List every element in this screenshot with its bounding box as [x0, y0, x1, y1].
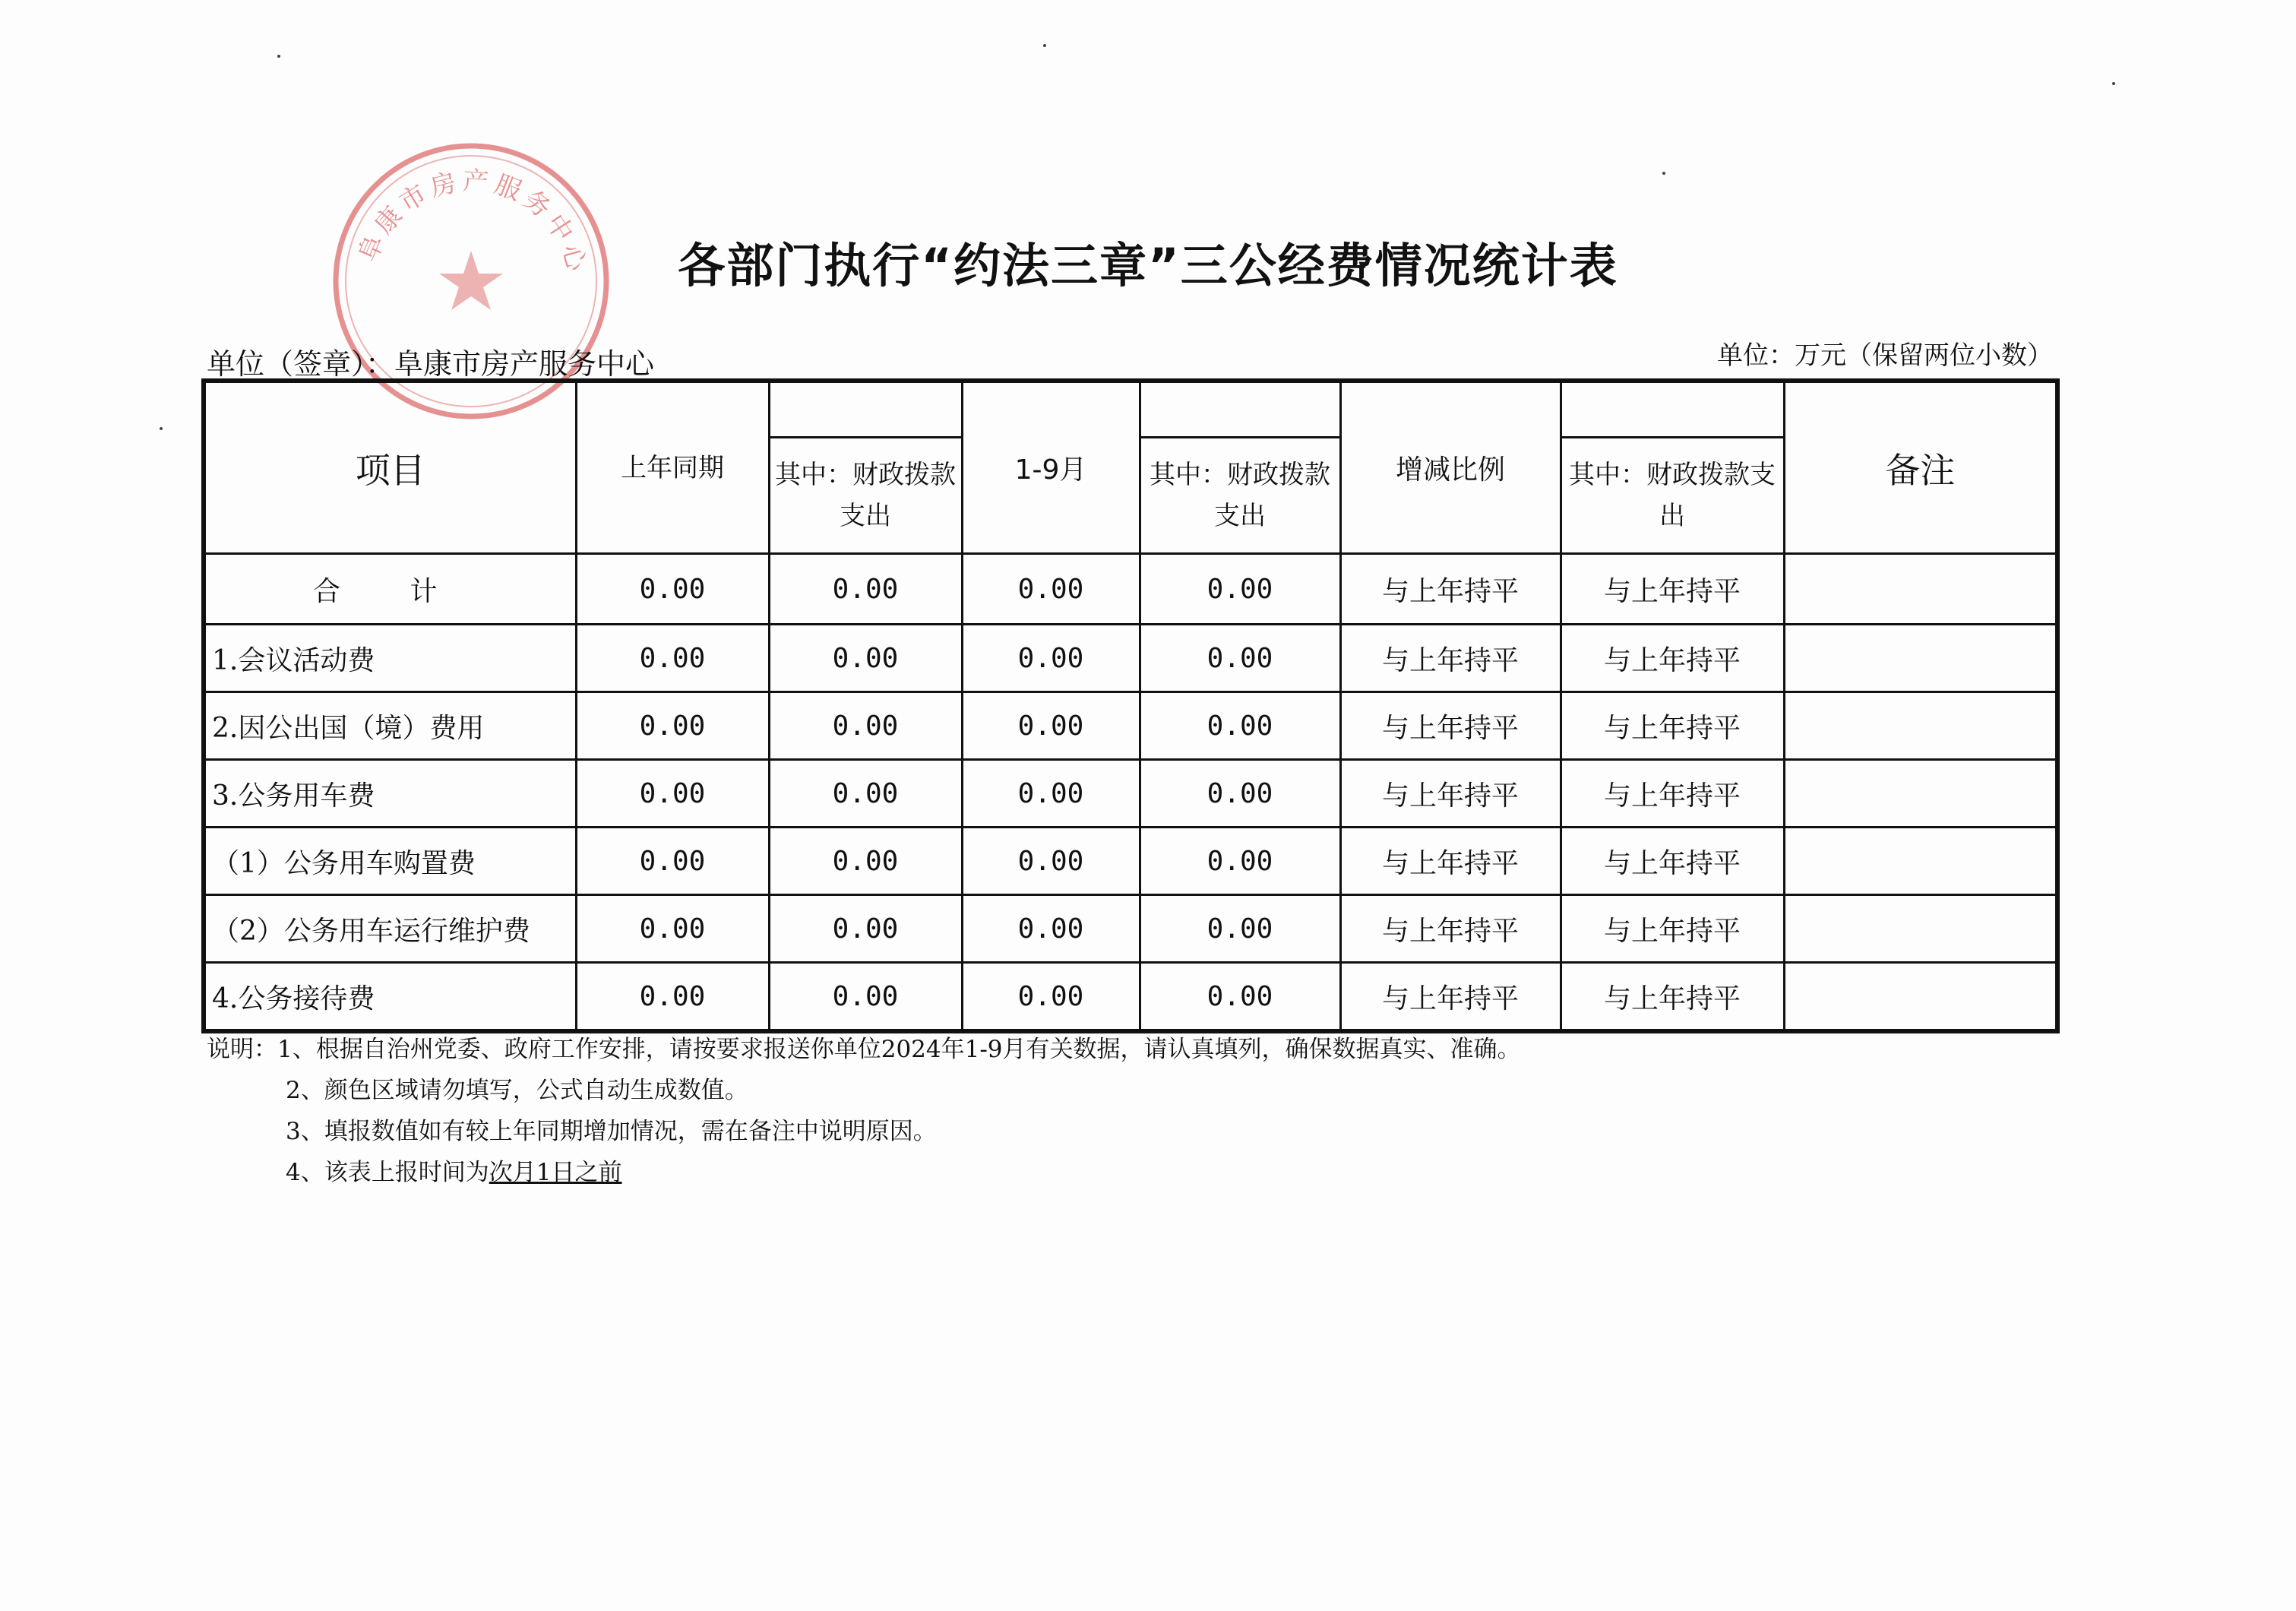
header-prev-fiscal: 其中：财政拨款支出 — [769, 438, 962, 554]
cell-current: 0.00 — [962, 692, 1140, 760]
header-item: 项目 — [204, 381, 576, 554]
cell-change: 与上年持平 — [1340, 625, 1561, 692]
cell-current-fiscal: 0.00 — [1140, 692, 1340, 760]
header-spacer — [1140, 381, 1340, 438]
cell-prev-fiscal: 0.00 — [769, 760, 962, 828]
header-spacer — [769, 381, 962, 438]
table-row — [204, 760, 2057, 828]
cell-remark — [1784, 625, 2057, 692]
table-row — [204, 895, 2057, 963]
header-current: 1-9月 — [962, 381, 1140, 554]
header-remark: 备注 — [1784, 381, 2057, 554]
row-label: 合 计 — [204, 554, 576, 625]
cell-prev-year: 0.00 — [576, 625, 769, 692]
scan-speck — [1043, 44, 1046, 47]
scan-speck — [1662, 172, 1665, 175]
cell-remark — [1784, 895, 2057, 963]
cell-prev-fiscal: 0.00 — [769, 895, 962, 963]
scan-speck — [160, 427, 163, 430]
row-label: （2）公务用车运行维护费 — [204, 895, 576, 963]
cell-prev-fiscal: 0.00 — [769, 625, 962, 692]
header-row-top — [204, 381, 2057, 438]
cell-prev-fiscal: 0.00 — [769, 554, 962, 625]
cell-prev-year: 0.00 — [576, 963, 769, 1032]
cell-change: 与上年持平 — [1340, 828, 1561, 895]
cell-current: 0.00 — [962, 895, 1140, 963]
cell-remark — [1784, 963, 2057, 1032]
cell-change-fiscal: 与上年持平 — [1561, 963, 1784, 1032]
row-label: 3.公务用车费 — [204, 760, 576, 828]
cell-remark — [1784, 828, 2057, 895]
cell-current-fiscal: 0.00 — [1140, 828, 1340, 895]
cell-change-fiscal: 与上年持平 — [1561, 895, 1784, 963]
note-4-prefix: 4、该表上报时间为 — [286, 1159, 489, 1186]
seal-text: 阜康市房产服务中心 — [353, 166, 593, 279]
cell-prev-year: 0.00 — [576, 692, 769, 760]
cell-remark — [1784, 554, 2057, 625]
cell-change: 与上年持平 — [1340, 963, 1561, 1032]
row-label: 1.会议活动费 — [204, 625, 576, 692]
document-title: 各部门执行“约法三章”三公经费情况统计表 — [678, 238, 1618, 293]
cell-prev-year: 0.00 — [576, 895, 769, 963]
cell-prev-fiscal: 0.00 — [769, 963, 962, 1032]
cell-current: 0.00 — [962, 554, 1140, 625]
note-1: 说明：1、根据自治州党委、政府工作安排，请按要求报送你单位2024年1-9月有关数据，请认真填列，确保数据真实、准确。 — [207, 1036, 1521, 1063]
scan-speck — [277, 55, 280, 58]
note-2: 2、颜色区域请勿填写，公式自动生成数值。 — [286, 1077, 748, 1104]
cell-prev-fiscal: 0.00 — [769, 692, 962, 760]
header-change-fiscal: 其中：财政拨款支出 — [1561, 438, 1784, 554]
row-label: 2.因公出国（境）费用 — [204, 692, 576, 760]
cell-change-fiscal: 与上年持平 — [1561, 692, 1784, 760]
cell-current-fiscal: 0.00 — [1140, 625, 1340, 692]
cell-prev-year: 0.00 — [576, 828, 769, 895]
cell-change: 与上年持平 — [1340, 760, 1561, 828]
table-row — [204, 963, 2057, 1032]
cell-current: 0.00 — [962, 963, 1140, 1032]
scan-speck — [2112, 82, 2115, 85]
header-current-fiscal: 其中：财政拨款支出 — [1140, 438, 1340, 554]
cell-current: 0.00 — [962, 828, 1140, 895]
cell-change: 与上年持平 — [1340, 692, 1561, 760]
header-spacer — [1561, 381, 1784, 438]
table-row — [204, 828, 2057, 895]
cell-change-fiscal: 与上年持平 — [1561, 554, 1784, 625]
cell-prev-fiscal: 0.00 — [769, 828, 962, 895]
table-row — [204, 692, 2057, 760]
note-4 — [207, 1152, 1521, 1193]
note-3: 3、填报数值如有较上年同期增加情况，需在备注中说明原因。 — [286, 1118, 937, 1145]
currency-unit-note: 单位：万元（保留两位小数） — [1717, 340, 2053, 371]
expense-stats-table — [201, 378, 2060, 1033]
cell-change-fiscal: 与上年持平 — [1561, 828, 1784, 895]
table-row — [204, 625, 2057, 692]
cell-prev-year: 0.00 — [576, 760, 769, 828]
cell-current-fiscal: 0.00 — [1140, 760, 1340, 828]
cell-remark — [1784, 760, 2057, 828]
note-4-deadline: 次月1日之前 — [489, 1159, 622, 1186]
cell-remark — [1784, 692, 2057, 760]
cell-current-fiscal: 0.00 — [1140, 554, 1340, 625]
table-row-total — [204, 554, 2057, 625]
header-prev-year: 上年同期 — [576, 381, 769, 554]
row-label: 4.公务接待费 — [204, 963, 576, 1032]
header-change: 增减比例 — [1340, 381, 1561, 554]
cell-prev-year: 0.00 — [576, 554, 769, 625]
cell-current: 0.00 — [962, 625, 1140, 692]
reporting-unit: 单位（签章）：阜康市房产服务中心 — [207, 347, 655, 381]
row-label: （1）公务用车购置费 — [204, 828, 576, 895]
notes-section — [207, 1029, 1521, 1193]
cell-current: 0.00 — [962, 760, 1140, 828]
cell-change-fiscal: 与上年持平 — [1561, 625, 1784, 692]
cell-current-fiscal: 0.00 — [1140, 963, 1340, 1032]
cell-change: 与上年持平 — [1340, 895, 1561, 963]
cell-change: 与上年持平 — [1340, 554, 1561, 625]
cell-current-fiscal: 0.00 — [1140, 895, 1340, 963]
cell-change-fiscal: 与上年持平 — [1561, 760, 1784, 828]
